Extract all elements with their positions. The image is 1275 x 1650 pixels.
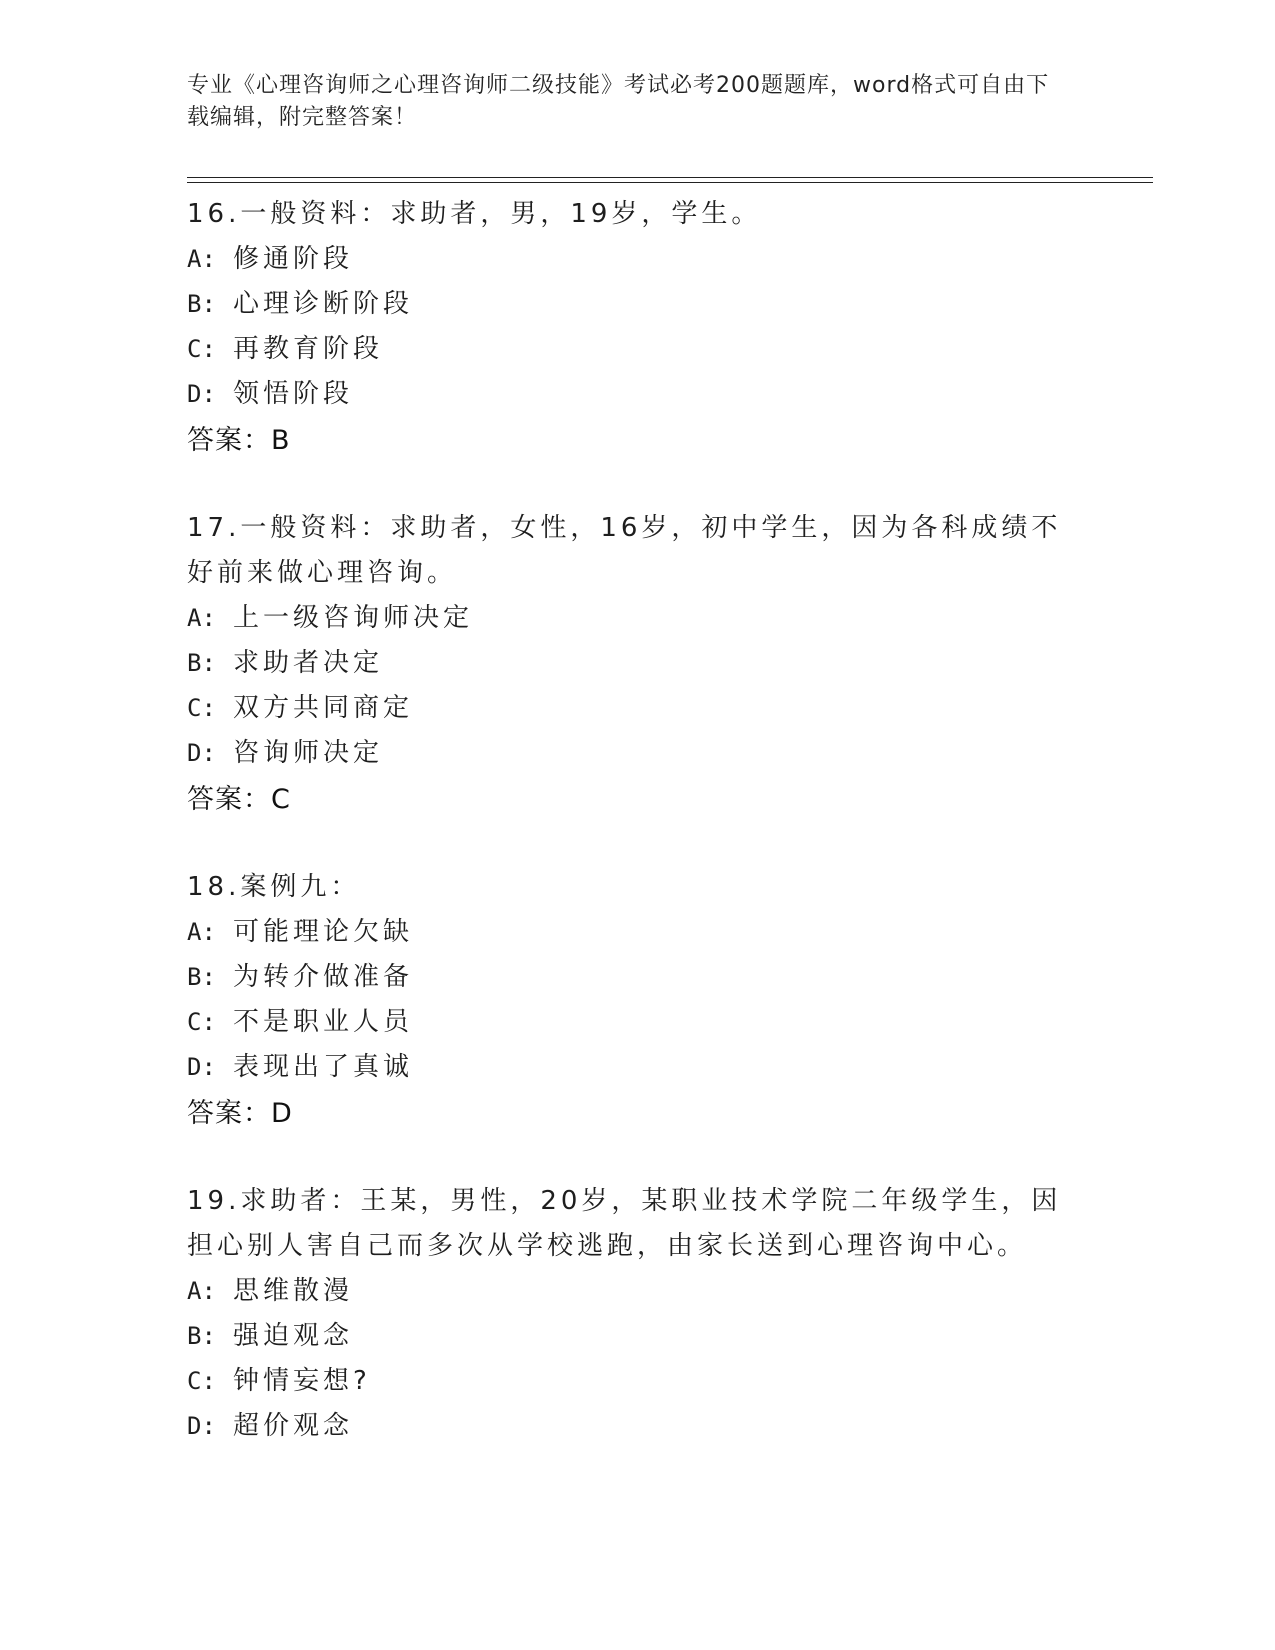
option-key: C: xyxy=(187,1008,216,1036)
option-key: C: xyxy=(187,335,216,363)
header-divider-top xyxy=(187,177,1153,178)
option-text: 表现出了真诚 xyxy=(233,1052,414,1082)
option-c xyxy=(187,1359,1087,1404)
question-16 xyxy=(187,192,1087,464)
option-key: B: xyxy=(187,963,216,991)
option-text: 上一级咨询师决定 xyxy=(233,603,474,633)
option-d xyxy=(187,1404,1087,1449)
option-a xyxy=(187,1269,1087,1314)
option-c xyxy=(187,327,1087,372)
option-d xyxy=(187,731,1087,776)
option-key: C: xyxy=(187,694,216,722)
option-d xyxy=(187,1045,1087,1090)
option-key: D: xyxy=(187,1412,216,1440)
option-c xyxy=(187,1000,1087,1045)
option-text: 咨询师决定 xyxy=(233,738,384,768)
option-a xyxy=(187,237,1087,282)
option-key: D: xyxy=(187,739,216,767)
option-text: 可能理论欠缺 xyxy=(233,917,414,947)
question-17 xyxy=(187,506,1087,823)
option-key: A: xyxy=(187,245,216,273)
option-a xyxy=(187,596,1087,641)
question-stem: 17.一般资料：求助者，女性，16岁，初中学生，因为各科成绩不好前来做心理咨询。 xyxy=(187,513,1062,588)
option-key: A: xyxy=(187,918,216,946)
question-stem: 18.案例九： xyxy=(187,872,361,902)
answer-line: 答案：B xyxy=(187,425,291,456)
question-stem: 16.一般资料：求助者，男，19岁，学生。 xyxy=(187,199,762,229)
answer-line: 答案：C xyxy=(187,784,291,815)
option-key: C: xyxy=(187,1367,216,1395)
option-text: 超价观念 xyxy=(233,1411,354,1441)
question-stem: 19.求助者：王某，男性，20岁，某职业技术学院二年级学生，因担心别人害自己而多次从学校逃跑，由家长送到心理咨询中心。 xyxy=(187,1186,1062,1261)
option-text: 领悟阶段 xyxy=(233,379,354,409)
option-text: 双方共同商定 xyxy=(233,693,414,723)
question-18 xyxy=(187,865,1087,1137)
option-a xyxy=(187,910,1087,955)
option-text: 求助者决定 xyxy=(233,648,384,678)
option-key: A: xyxy=(187,1277,216,1305)
option-text: 思维散漫 xyxy=(233,1276,354,1306)
option-key: D: xyxy=(187,380,216,408)
option-d xyxy=(187,372,1087,417)
option-text: 为转介做准备 xyxy=(233,962,414,992)
option-b xyxy=(187,1314,1087,1359)
option-text: 修通阶段 xyxy=(233,244,354,274)
option-text: 再教育阶段 xyxy=(233,334,384,364)
option-key: B: xyxy=(187,1322,216,1350)
option-text: 钟情妄想? xyxy=(233,1366,371,1396)
option-c xyxy=(187,686,1087,731)
question-list xyxy=(187,192,1087,1491)
option-key: B: xyxy=(187,649,216,677)
question-19 xyxy=(187,1179,1087,1449)
header-divider-bottom xyxy=(187,182,1153,183)
option-text: 不是职业人员 xyxy=(233,1007,414,1037)
option-key: D: xyxy=(187,1053,216,1081)
option-text: 心理诊断阶段 xyxy=(233,289,414,319)
option-text: 强迫观念 xyxy=(233,1321,354,1351)
option-b xyxy=(187,641,1087,686)
option-key: A: xyxy=(187,604,216,632)
option-b xyxy=(187,955,1087,1000)
answer-line: 答案：D xyxy=(187,1098,293,1129)
option-key: B: xyxy=(187,290,216,318)
header-note: 专业《心理咨询师之心理咨询师二级技能》考试必考200题题库，word格式可自由下载编辑，附完整答案！ xyxy=(187,73,1050,130)
option-b xyxy=(187,282,1087,327)
